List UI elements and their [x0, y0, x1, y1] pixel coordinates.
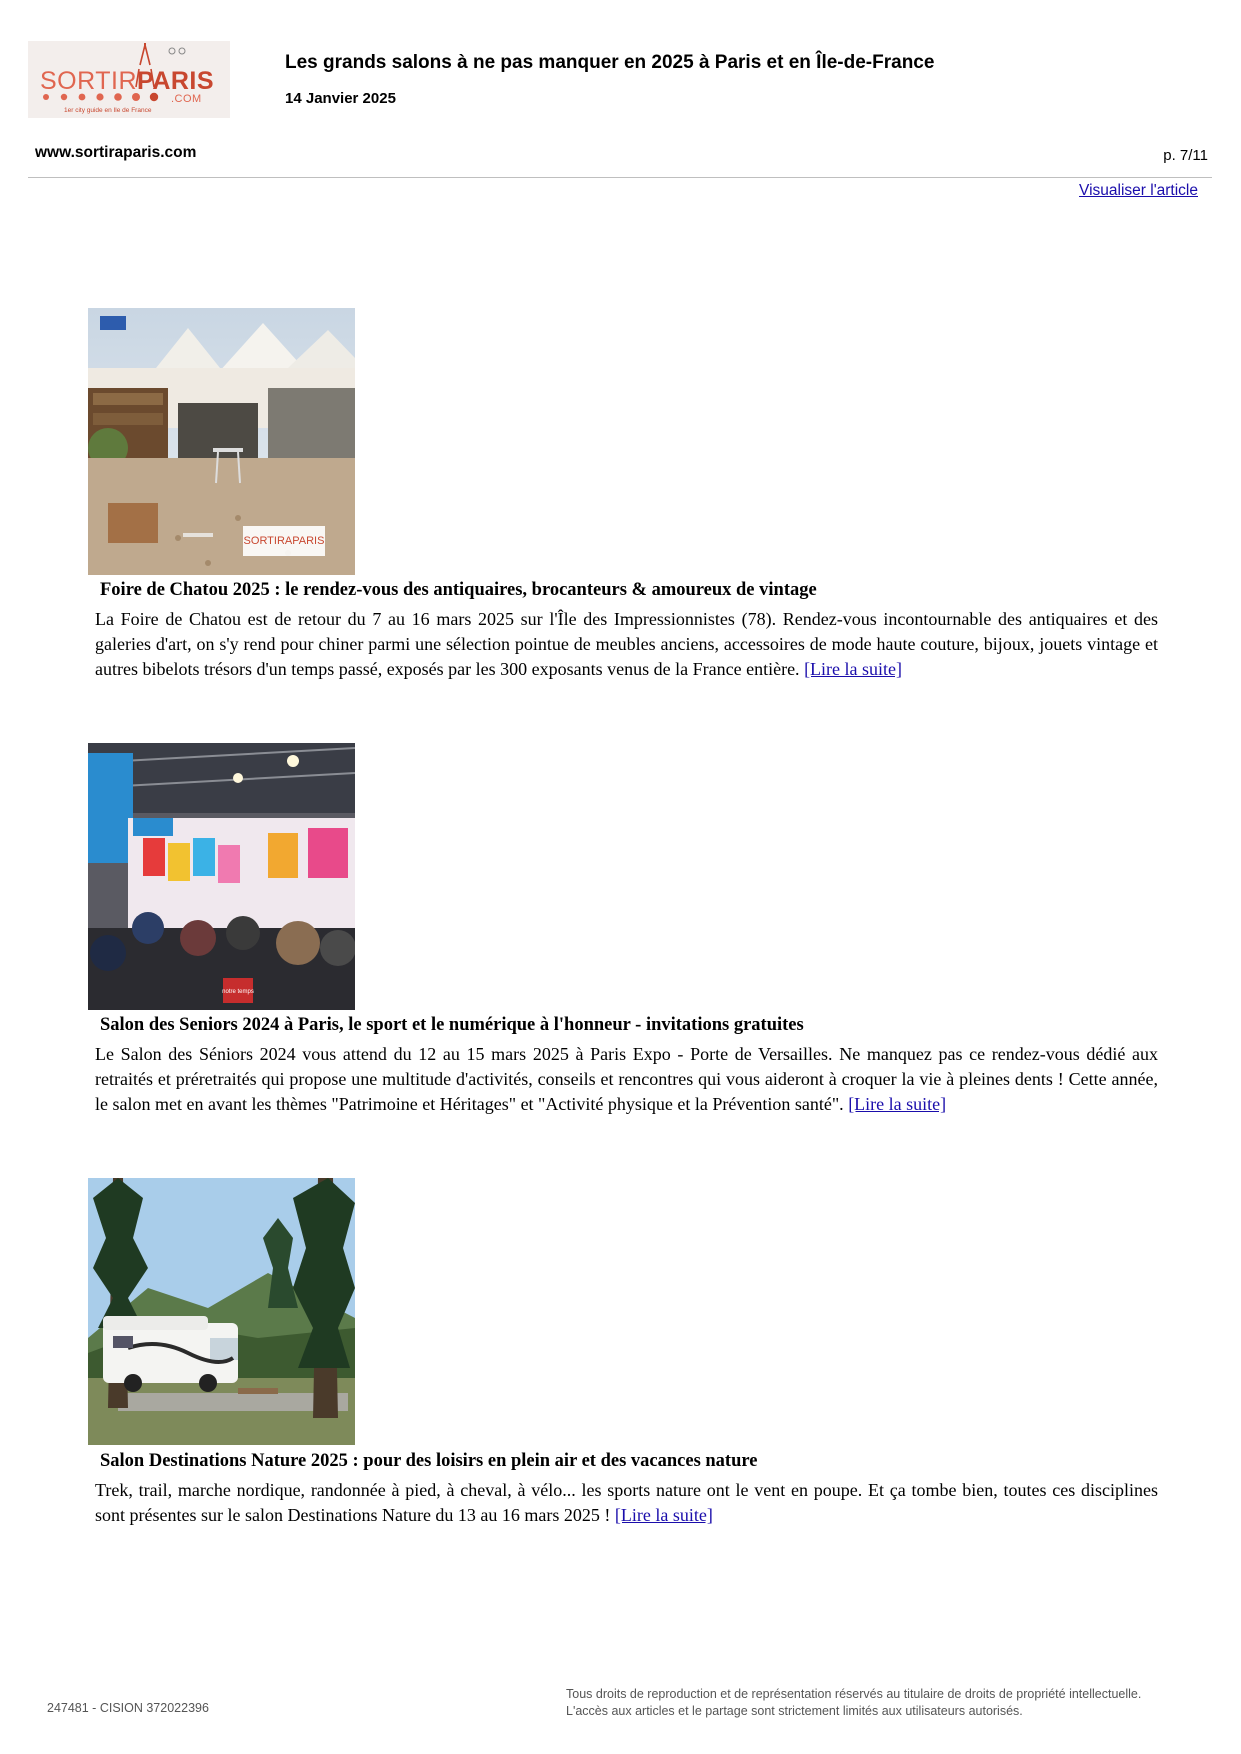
copyright-notice — [566, 1686, 1141, 1720]
article-title: Salon des Seniors 2024 à Paris, le sport et le numérique à l'honneur - invitations gratuites — [100, 1015, 804, 1035]
read-more-link[interactable]: [Lire la suite] — [804, 659, 903, 679]
article-image-seniors-salon — [88, 743, 355, 1010]
logo-tagline: 1er city guide en Ile de France — [64, 107, 152, 114]
article-summary — [95, 1042, 1158, 1117]
site-logo — [28, 41, 230, 118]
article-image-nature-camper — [88, 1178, 355, 1445]
article-title: Salon Destinations Nature 2025 : pour des loisirs en plein air et des vacances nature — [100, 1451, 758, 1471]
article-summary — [95, 1478, 1158, 1528]
article-body: La Foire de Chatou est de retour du 7 au 16 mars 2025 sur l'Île des Impressionnistes (78). Rendez-vous incontournable des antiquaires et des galeries d'art, on s'y rend pour chiner parmi une sélection pointue de meubles anciens, accessoires de mode haute couture, bijoux, jouets vintage et autres bibelots trésors d'un temps passé, exposés par les 300 exposants venus de la France entière. — [95, 609, 1158, 679]
publication-date: 14 Janvier 2025 — [285, 90, 396, 107]
read-more-link[interactable]: [Lire la suite] — [848, 1094, 947, 1114]
view-article-link[interactable]: Visualiser l'article — [1079, 182, 1198, 199]
copyright-line-2: L'accès aux articles et le partage sont strictement limités aux utilisateurs autorisés. — [566, 1704, 1023, 1718]
read-more-link[interactable]: [Lire la suite] — [614, 1505, 713, 1525]
image-watermark: SORTIRAPARIS — [243, 535, 325, 547]
article-body: Le Salon des Séniors 2024 vous attend du 12 au 15 mars 2025 à Paris Expo - Porte de Versailles. Ne manquez pas ce rendez-vous dédié aux retraités et préretraités qui propose une multitude d'activités, conseils et rencontres qui vous aideront à croquer la vie à pleines dents ! Cette année, le salon met en avant les thèmes "Patrimoine et Héritages" et "Activité physique et la Prévention santé". — [95, 1044, 1158, 1114]
page-title: Les grands salons à ne pas manquer en 2025 à Paris et en Île-de-France — [285, 52, 935, 73]
logo-wordmark-bold: PARIS — [137, 67, 215, 95]
site-url: www.sortiraparis.com — [35, 144, 197, 161]
article-title: Foire de Chatou 2025 : le rendez-vous des antiquaires, brocanteurs & amoureux de vintage — [100, 580, 817, 600]
logo-wordmark — [40, 67, 214, 96]
document-id: 247481 - CISION 372022396 — [47, 1701, 209, 1715]
header-divider — [28, 177, 1212, 178]
article-body: Trek, trail, marche nordique, randonnée à pied, à cheval, à vélo... les sports nature ont le vent en poupe. Et ça tombe bien, toutes ces disciplines sont présentes sur le salon Destinations Nature du 13 au 16 mars 2025 ! — [95, 1480, 1158, 1525]
article-summary — [95, 607, 1158, 682]
page-number: p. 7/11 — [1163, 147, 1208, 164]
article-image-antique-fair — [88, 308, 355, 575]
logo-wordmark-light: SORTIR — [40, 67, 137, 95]
image-sign: notre temps — [222, 989, 254, 995]
copyright-line-1: Tous droits de reproduction et de représentation réservés au titulaire de droits de propriété intellectuelle. — [566, 1687, 1142, 1701]
logo-com: .COM — [171, 93, 202, 105]
